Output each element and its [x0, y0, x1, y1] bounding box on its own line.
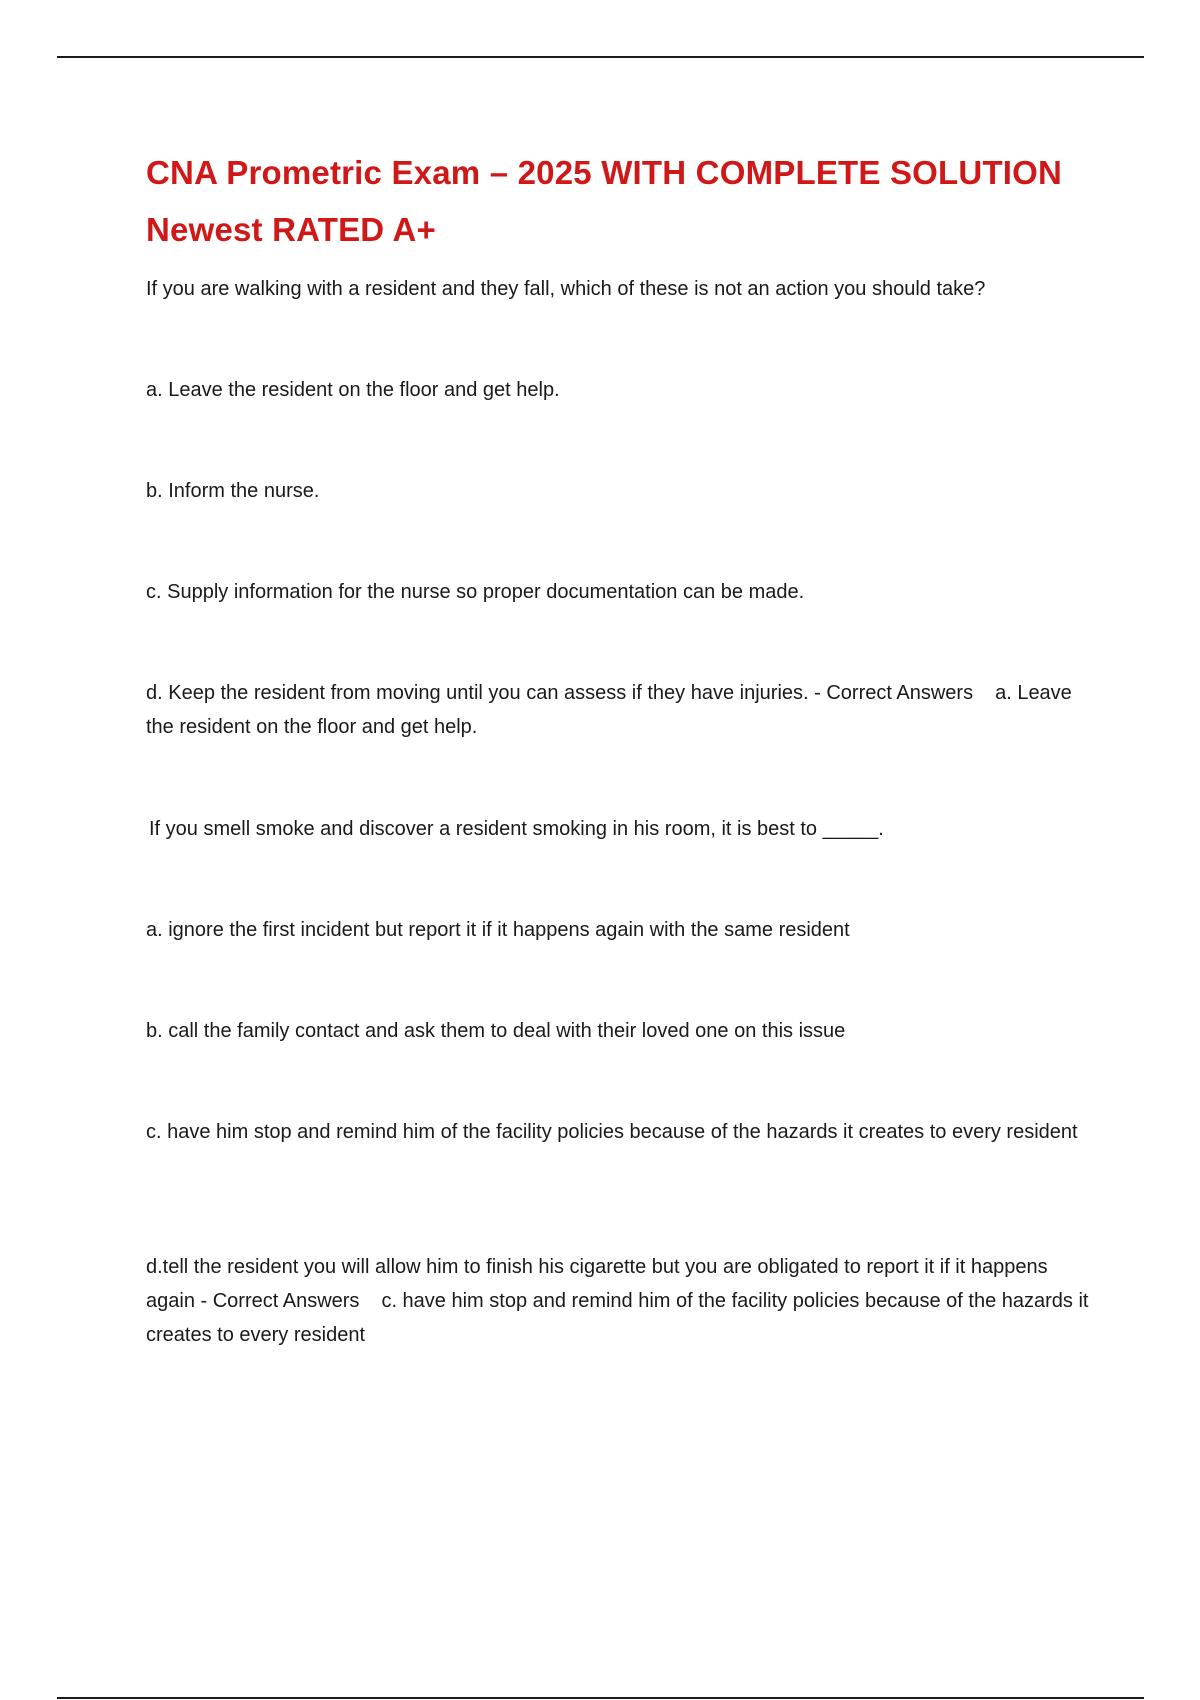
question-1-option-d: d. Keep the resident from moving until you can assess if they have injuries. - [146, 682, 821, 704]
question-1-option-a: a. Leave the resident on the floor and get help. [146, 379, 560, 401]
question-1-option-b: b. Inform the nurse. [146, 480, 320, 502]
question-1-option-c: c. Supply information for the nurse so proper documentation can be made. [146, 581, 805, 603]
question-1-option-d-with-answer [146, 676, 1096, 744]
question-2-answer-label: Correct Answers [212, 1290, 360, 1312]
footer-rule [57, 1697, 1144, 1699]
question-2-option-c: c. have him stop and remind him of the facility policies because of the hazards it creates to every resident [146, 1121, 1078, 1143]
document-title: CNA Prometric Exam – 2025 WITH COMPLETE SOLUTION Newest RATED A+ [146, 154, 1063, 248]
question-2-prompt: If you smell smoke and discover a resident smoking in his room, it is best to _____. [149, 818, 884, 840]
question-2-option-a: a. ignore the first incident but report it if it happens again with the same resident [146, 919, 850, 941]
question-1-answer-text: a. Leave the resident on the floor and get help. [146, 682, 1072, 738]
header-rule [57, 56, 1144, 58]
question-2-option-d: d.tell the resident you will allow him to finish his cigarette but you are obligated to report it if it happens again - [146, 1256, 1048, 1312]
question-2-option-b: b. call the family contact and ask them to deal with their loved one on this issue [146, 1020, 846, 1042]
question-1-answer-label: Correct Answers [826, 682, 974, 704]
question-2-option-d-with-answer [146, 1250, 1096, 1352]
question-2-answer-text: c. have him stop and remind him of the facility policies because of the hazards it creates to every resident [146, 1290, 1089, 1346]
question-1-prompt: If you are walking with a resident and they fall, which of these is not an action you should take? [146, 278, 986, 300]
